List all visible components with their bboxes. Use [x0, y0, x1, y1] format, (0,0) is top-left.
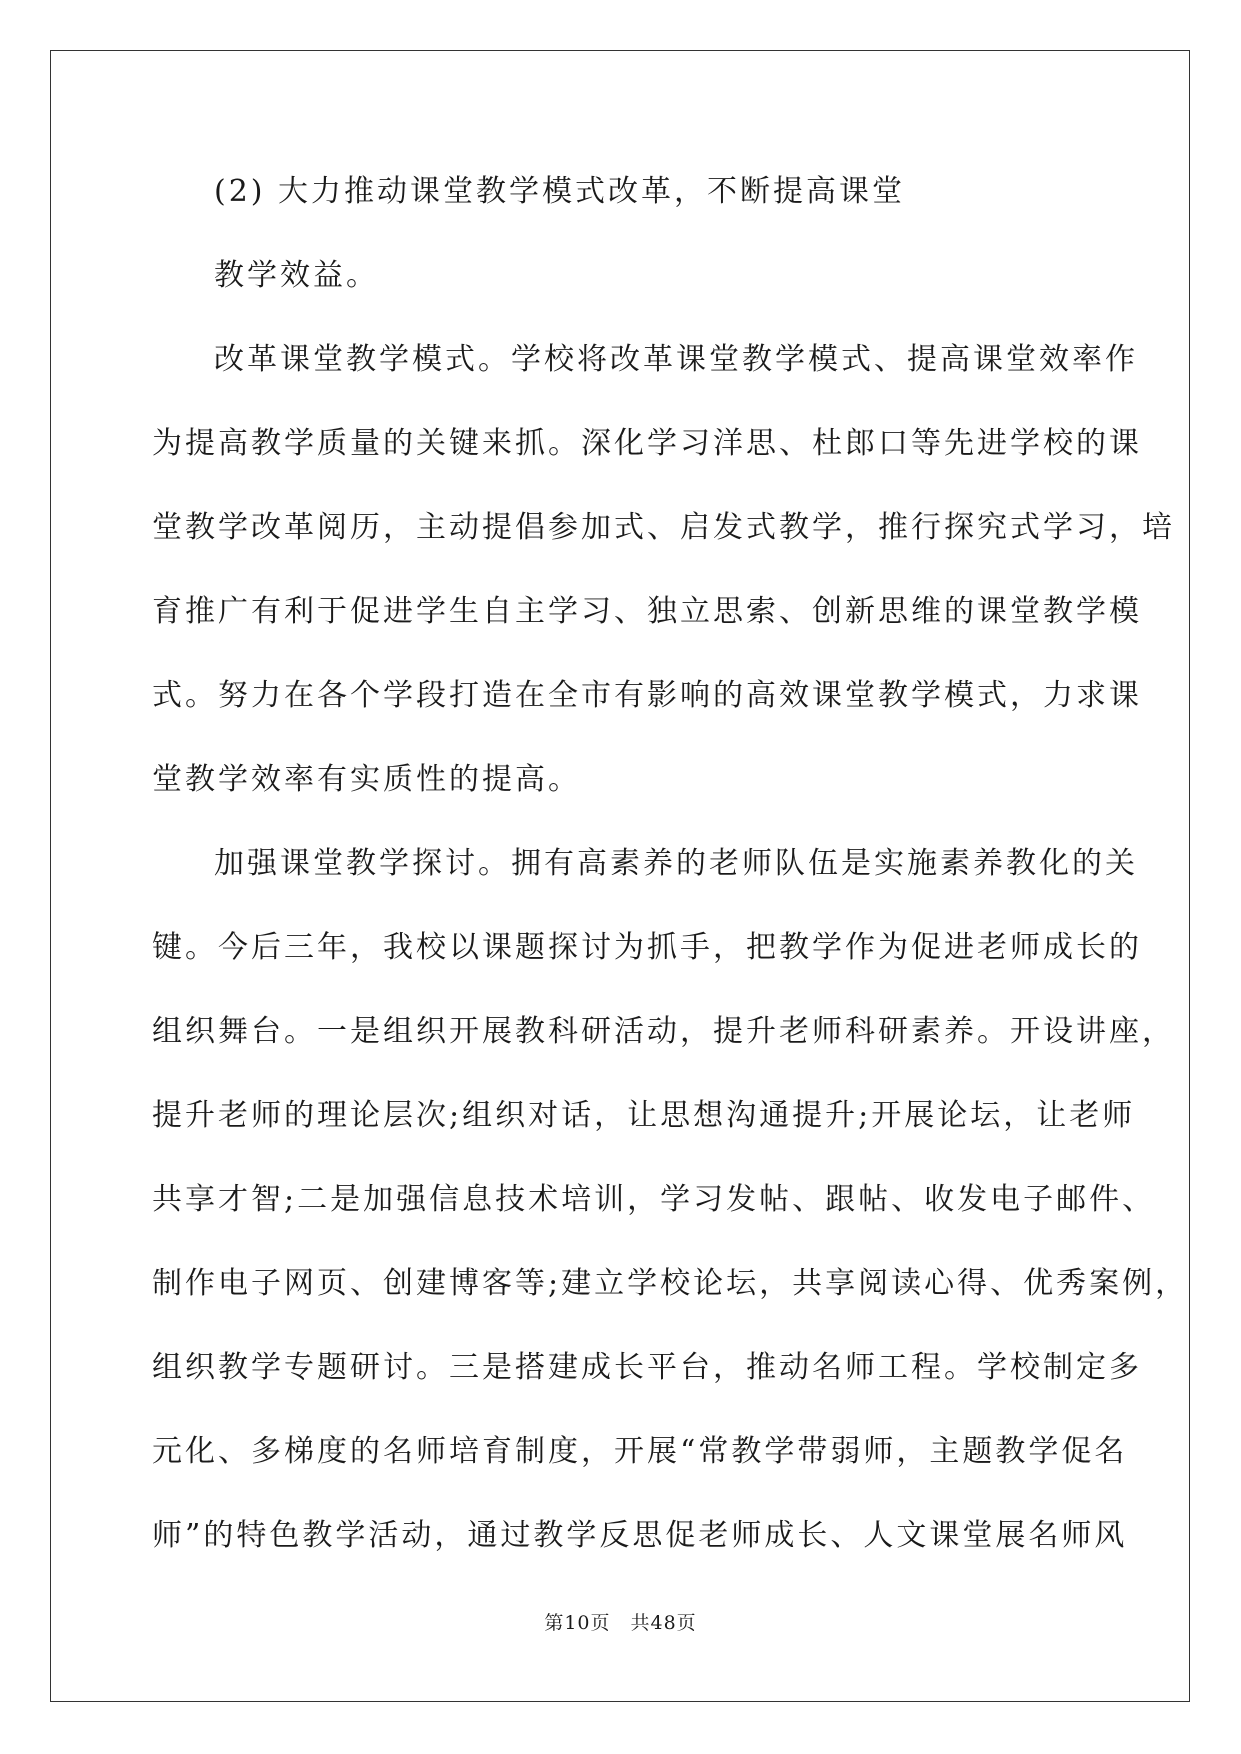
text-line: 组织舞台。一是组织开展教科研活动，提升老师科研素养。开设讲座， — [152, 1014, 1175, 1049]
text-line: 元化、多梯度的名师培育制度，开展“常教学带弱师，主题教学促名 — [152, 1434, 1128, 1469]
text-line: 式。努力在各个学段打造在全市有影响的高效课堂教学模式，力求课 — [152, 678, 1142, 713]
text-line: 改革课堂教学模式。学校将改革课堂教学模式、提高课堂效率作 — [214, 342, 1138, 377]
text-line: 组织教学专题研讨。三是搭建成长平台，推动名师工程。学校制定多 — [152, 1350, 1142, 1385]
text-line: 提升老师的理论层次;组织对话，让思想沟通提升;开展论坛，让老师 — [152, 1098, 1136, 1133]
text-line: 共享才智;二是加强信息技术培训，学习发帖、跟帖、收发电子邮件、 — [152, 1182, 1156, 1217]
text-line: 加强课堂教学探讨。拥有高素养的老师队伍是实施素养教化的关 — [214, 846, 1138, 881]
text-line: 为提高教学质量的关键来抓。深化学习洋思、杜郎口等先进学校的课 — [152, 426, 1142, 461]
text-line: 堂教学改革阅历，主动提倡参加式、启发式教学，推行探究式学习，培 — [152, 510, 1175, 545]
text-line: 制作电子网页、创建博客等;建立学校论坛，共享阅读心得、优秀案例， — [152, 1266, 1189, 1301]
document-body — [152, 162, 1189, 1590]
text-line: (2) 大力推动课堂教学模式改革，不断提高课堂 — [214, 174, 906, 209]
text-line: 育推广有利于促进学生自主学习、独立思索、创新思维的课堂教学模 — [152, 594, 1142, 629]
text-line: 键。今后三年，我校以课题探讨为抓手，把教学作为促进老师成长的 — [152, 930, 1142, 965]
page-number-footer: 第10页 共48页 — [544, 1612, 697, 1634]
text-line: 堂教学效率有实质性的提高。 — [152, 762, 581, 797]
text-line: 师”的特色教学活动，通过教学反思促老师成长、人文课堂展名师风 — [152, 1518, 1128, 1553]
text-line: 教学效益。 — [214, 258, 379, 293]
